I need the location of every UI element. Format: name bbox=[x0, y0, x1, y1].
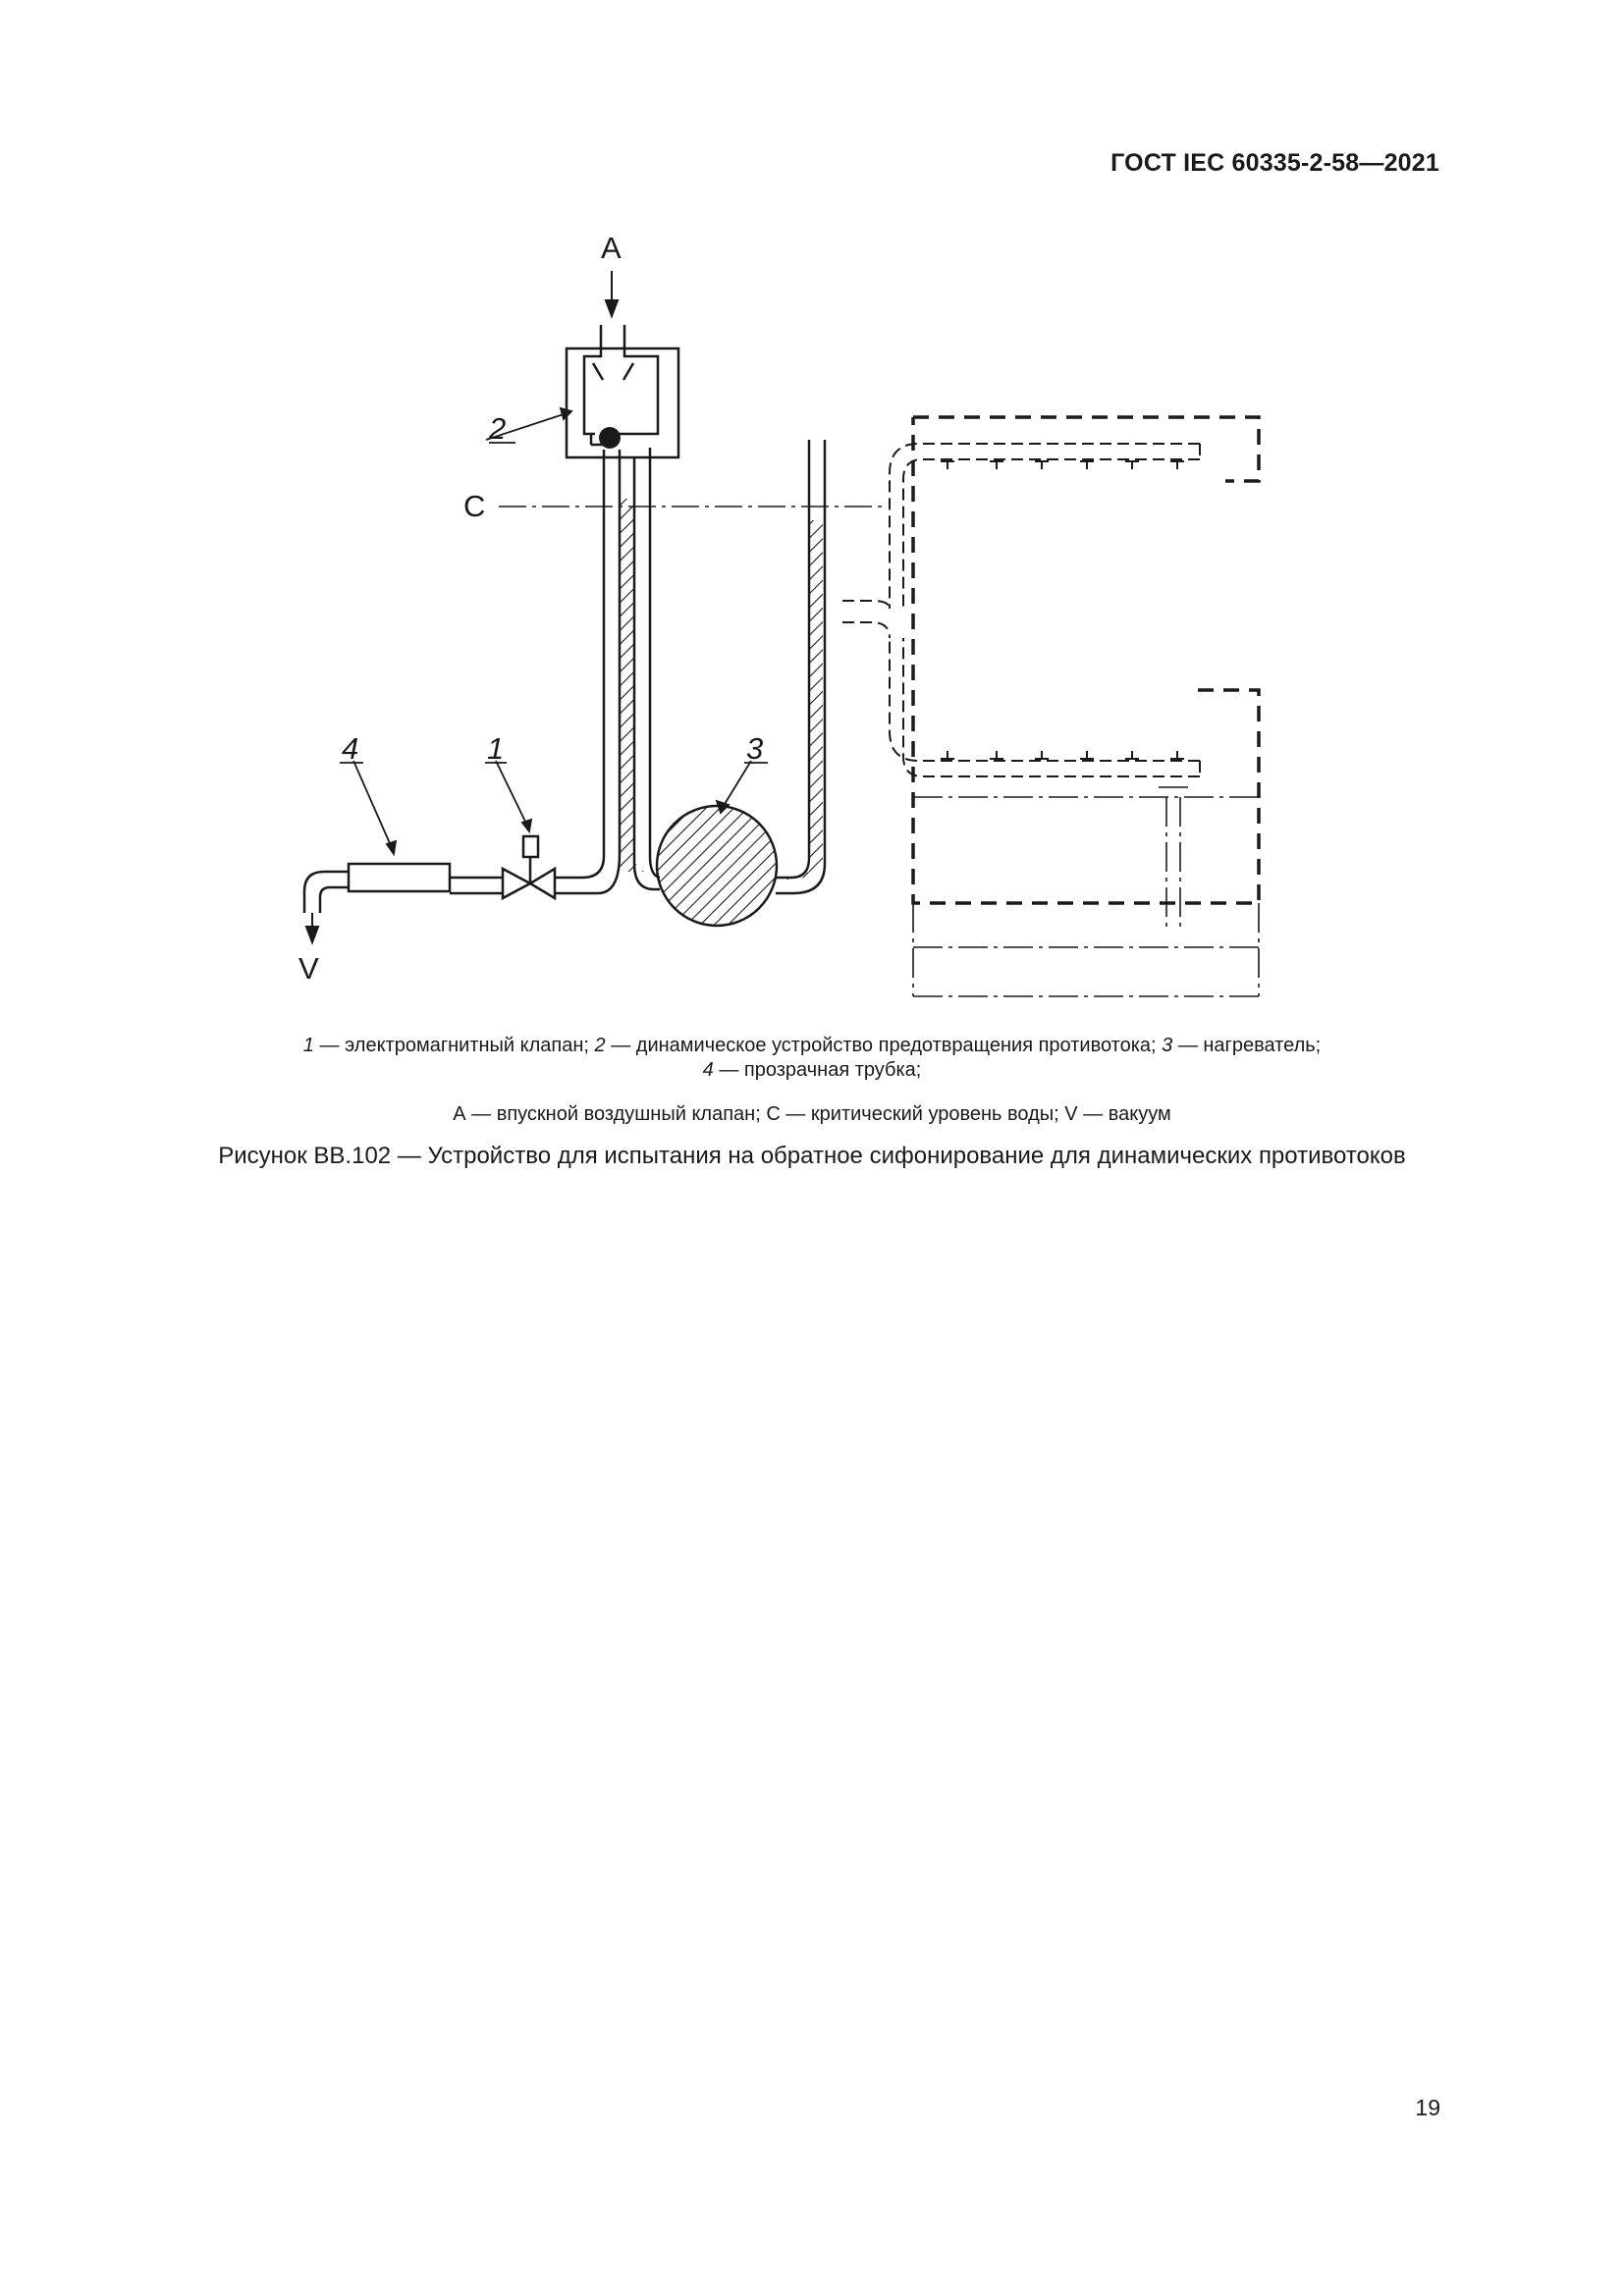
backsiphonage-test-diagram bbox=[0, 0, 1624, 1021]
legend-num-3: 3 bbox=[1162, 1035, 1173, 1056]
leader-lines bbox=[340, 408, 768, 854]
vacuum-arrow bbox=[306, 913, 318, 942]
label-a: A bbox=[601, 231, 622, 265]
legend-num-2: 2 bbox=[594, 1035, 606, 1056]
figure-caption: Рисунок ВВ.102 — Устройство для испытания на обратное сифонирование для динамических противотоков bbox=[218, 1143, 1406, 1169]
appliance-outline bbox=[913, 417, 1259, 903]
legend-text-2: — динамическое устройство предотвращения противотока; bbox=[605, 1035, 1163, 1056]
spray-nozzles bbox=[941, 461, 1184, 759]
label-2: 2 bbox=[489, 411, 507, 446]
solenoid-valve bbox=[461, 836, 555, 898]
label-4: 4 bbox=[342, 731, 359, 766]
legend-line-1 bbox=[0, 1035, 1624, 1057]
transparent-tube bbox=[304, 864, 461, 913]
spray-arms bbox=[842, 444, 1200, 776]
legend-num-4: 4 bbox=[702, 1059, 714, 1081]
legend-line-2 bbox=[0, 1059, 1624, 1082]
label-3: 3 bbox=[746, 731, 764, 766]
page-number: 19 bbox=[1415, 2095, 1440, 2120]
lower-chamber bbox=[913, 787, 1259, 996]
check-ball bbox=[599, 427, 621, 449]
anti-backflow-device bbox=[567, 325, 678, 457]
label-c: C bbox=[463, 489, 486, 523]
legend-line-3: А — впускной воздушный клапан; С — критический уровень воды; V — вакуум bbox=[453, 1103, 1171, 1125]
air-inlet-arrow bbox=[606, 271, 618, 316]
heater bbox=[657, 806, 777, 926]
legend-num-1: 1 bbox=[302, 1035, 314, 1056]
label-1: 1 bbox=[487, 731, 505, 766]
legend-text-4: — прозрачная трубка; bbox=[713, 1059, 922, 1081]
label-v: V bbox=[298, 951, 319, 986]
document-id: ГОСТ IEC 60335-2-58—2021 bbox=[1110, 149, 1439, 177]
legend-text-1: — электромагнитный клапан; bbox=[313, 1035, 595, 1056]
water-column-right bbox=[782, 520, 823, 880]
legend-text-3: — нагреватель; bbox=[1172, 1035, 1322, 1056]
